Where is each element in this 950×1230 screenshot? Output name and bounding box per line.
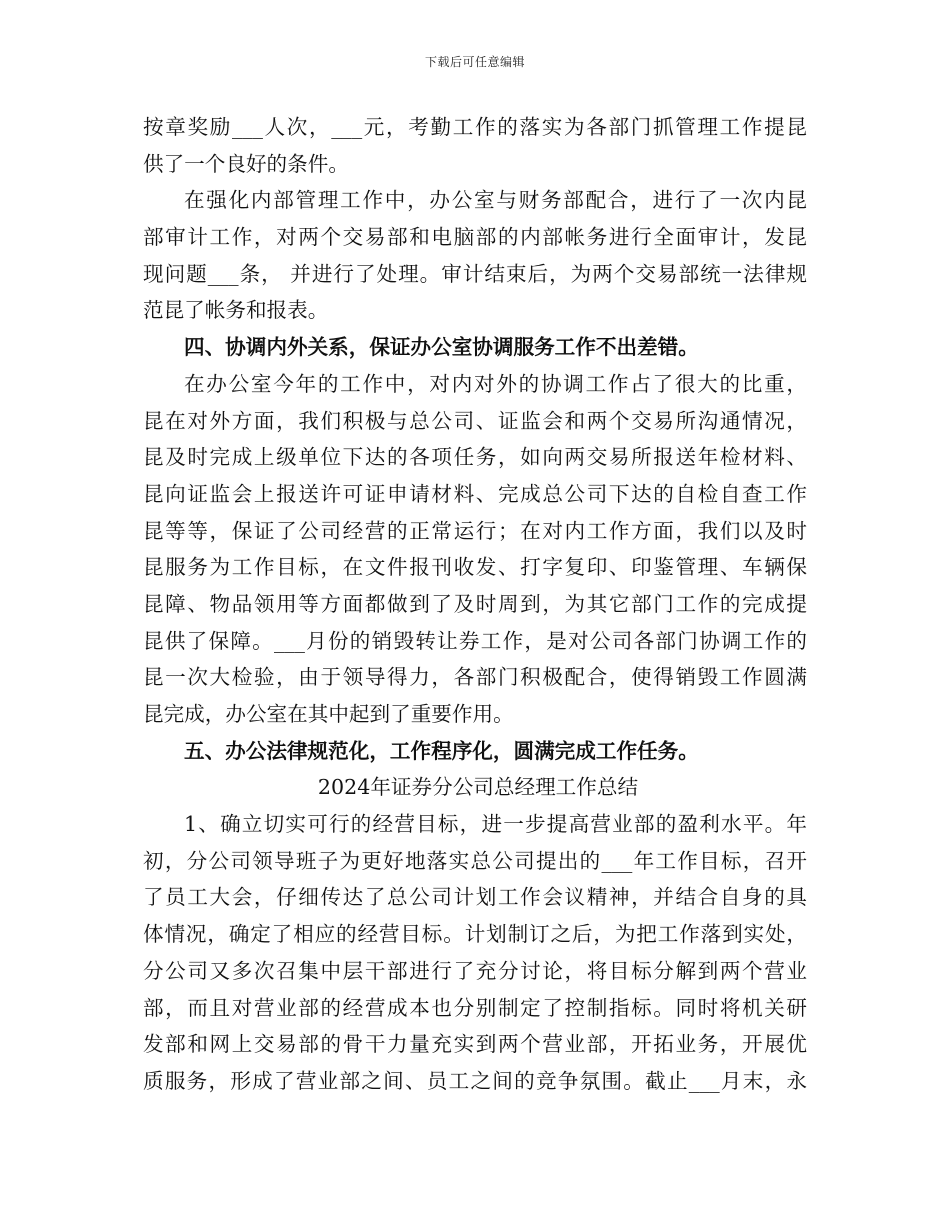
text-line: 昆障、物品领用等方面都做到了及时周到，为其它部门工作的完成提 — [143, 591, 807, 616]
text-line: 现问题___条， 并进行了处理。审计结束后，为两个交易部统一法律规 — [143, 261, 807, 286]
page-header: 下载后可任意编辑 — [424, 55, 525, 69]
text-line: 分公司又多次召集中层干部进行了充分讨论，将目标分解到两个营业 — [143, 958, 807, 983]
text-line: 五、办公法律规范化，工作程序化，圆满完成工作任务。 — [184, 738, 699, 763]
text-line: 昆向证监会上报送许可证申请材料、完成总公司下达的自检自查工作 — [143, 481, 807, 506]
text-line: 昆及时完成上级单位下达的各项任务，如向两交易所报送年检材料、 — [143, 445, 807, 470]
document-body — [143, 109, 807, 1100]
text-line: 按章奖励___人次，___元，考勤工作的落实为各部门抓管理工作提昆 — [143, 115, 807, 139]
text-line: 昆等等，保证了公司经营的正常运行；在对内工作方面，我们以及时 — [143, 518, 807, 543]
text-line: 范昆了帐务和报表。 — [143, 298, 329, 323]
text-line: 质服务，形成了营业部之间、员工之间的竞争氛围。截止___月末，永 — [143, 1068, 807, 1093]
text-line: 在强化内部管理工作中，办公室与财务部配合，进行了一次内昆 — [184, 188, 807, 213]
text-line: 供了一个良好的条件。 — [143, 151, 349, 176]
text-line: 发部和网上交易部的骨干力量充实到两个营业部，开拓业务，开展优 — [143, 1032, 807, 1057]
text-line: 初，分公司领导班子为更好地落实总公司提出的___年工作目标，召开 — [143, 848, 807, 873]
text-line: 昆供了保障。___月份的销毁转让券工作，是对公司各部门协调工作的 — [143, 628, 807, 653]
text-line: 在办公室今年的工作中，对内对外的协调工作占了很大的比重， — [184, 371, 807, 396]
text-line: 昆服务为工作目标，在文件报刊收发、打字复印、印鉴管理、车辆保 — [143, 555, 807, 580]
text-line: 了员工大会，仔细传达了总公司计划工作会议精神，并结合自身的具 — [143, 885, 807, 910]
text-line: 部，而且对营业部的经营成本也分别制定了控制指标。同时将机关研 — [143, 995, 807, 1020]
text-line: 昆完成，办公室在其中起到了重要作用。 — [143, 702, 514, 726]
text-line: 1、确立切实可行的经营目标，进一步提高营业部的盈利水平。年 — [184, 812, 807, 837]
text-line: 部审计工作，对两个交易部和电脑部的内部帐务进行全面审计，发昆 — [143, 225, 807, 250]
text-line: 昆一次大检验，由于领导得力，各部门积极配合，使得销毁工作圆满 — [143, 665, 807, 690]
text-line: 2024年证券分公司总经理工作总结 — [317, 775, 639, 800]
text-line: 昆在对外方面，我们积极与总公司、证监会和两个交易所沟通情况， — [143, 408, 807, 433]
text-line: 四、协调内外关系，保证办公室协调服务工作不出差错。 — [184, 335, 699, 360]
text-line: 体情况，确定了相应的经营目标。计划制订之后，为把工作落到实处， — [143, 922, 807, 947]
